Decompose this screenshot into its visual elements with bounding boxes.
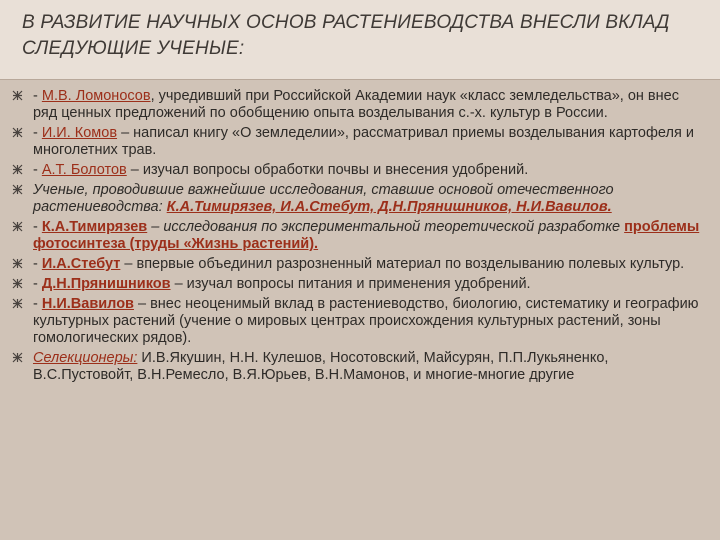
item-prefix: - (33, 256, 42, 272)
item-text: – впервые объединил разрозненный материал по возделыванию полевых культур. (120, 256, 685, 272)
item-text: – внес неоценимый вклад в растениеводство, биологию, систематику и географию культурных растений (учение о мировых центрах происхождения культурных растений, зоны гомологических рядов). (33, 296, 699, 346)
x-cross-bullet-icon (12, 164, 23, 175)
item-prefix: - (33, 162, 42, 178)
item-prefix: - (33, 276, 42, 292)
list-item (12, 125, 702, 159)
item-extra: проблемы фотосинтеза (труды «Жизнь растений). (33, 219, 700, 252)
x-cross-bullet-icon (12, 184, 23, 195)
list-item (12, 88, 702, 122)
list-item (12, 256, 702, 273)
slide-title-line-1: В РАЗВИТИЕ НАУЧНЫХ ОСНОВ РАСТЕНИЕВОДСТВА ВНЕСЛИ ВКЛАД (22, 12, 670, 33)
x-cross-bullet-icon (12, 127, 23, 138)
item-text: – исследования по экспериментальной теоретической разработке (147, 219, 625, 235)
x-cross-bullet-icon (12, 352, 23, 363)
list-item (12, 162, 702, 179)
scientist-names: К.А.Тимирязев, И.А.Стебут, Д.Н.Прянишников, Н.И.Вавилов. (166, 199, 612, 215)
x-cross-bullet-icon (12, 298, 23, 309)
title-divider (0, 79, 720, 80)
scientist-name: И.И. Комов (41, 125, 118, 141)
scientist-name: И.А.Стебут (41, 256, 121, 272)
scientist-name: Д.Н.Прянишников (41, 276, 171, 292)
x-cross-bullet-icon (12, 221, 23, 232)
list-item (12, 296, 702, 347)
item-prefix: - (33, 219, 42, 235)
x-cross-bullet-icon (12, 258, 23, 269)
item-text: , учредивший при Российской Академии наук «класс земледельства», он внес ряд ценных предложений по обобщению опыта возделывания с.-х. культур в России. (33, 88, 679, 121)
item-prefix: - (33, 125, 42, 141)
slide-title-line-2: СЛЕДУЮЩИЕ УЧЕНЫЕ: (22, 38, 245, 59)
scientist-name: Н.И.Вавилов (41, 296, 134, 312)
item-text: – изучал вопросы обработки почвы и внесения удобрений. (126, 162, 529, 178)
scientist-name: А.Т. Болотов (41, 162, 127, 178)
item-text: И.В.Якушин, Н.Н. Кулешов, Носотовский, Майсурян, П.П.Лукьяненко, В.С.Пустовойт, В.Н.Ремесло, В.Я.Юрьев, В.Н.Мамонов, и многие-многие другие (33, 350, 609, 383)
list-item (12, 219, 702, 253)
item-prefix: - (33, 88, 42, 104)
x-cross-bullet-icon (12, 90, 23, 101)
content-body (12, 88, 702, 387)
scientist-name: К.А.Тимирязев (41, 219, 148, 235)
x-cross-bullet-icon (12, 278, 23, 289)
item-text: – написал книгу «О земледелии», рассматривал приемы возделывания картофеля и многолетних трав. (33, 125, 694, 158)
list-item (12, 350, 702, 384)
title-band (0, 0, 720, 80)
scientist-name: М.В. Ломоносов (41, 88, 151, 104)
item-prefix: Ученые, проводившие важнейшие исследования, ставшие основой отечественного растениеводства: (33, 182, 614, 215)
item-prefix: - (33, 296, 42, 312)
slide-title (22, 10, 702, 62)
item-text: – изучал вопросы питания и применения удобрений. (170, 276, 531, 292)
list-item (12, 276, 702, 293)
list-item (12, 182, 702, 216)
breeders-label: Селекционеры: (33, 350, 138, 366)
bullet-list (12, 88, 702, 384)
